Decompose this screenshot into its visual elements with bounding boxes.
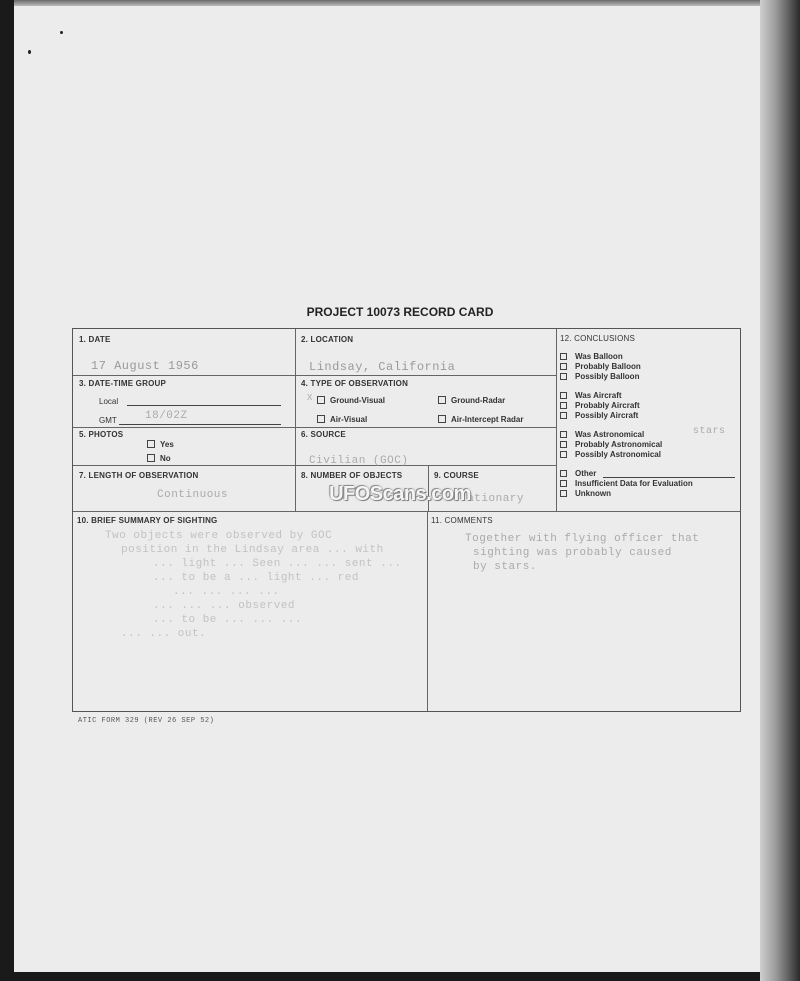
summary-line: position in the Lindsay area ... with [121,544,384,556]
stars-note: stars [693,426,726,437]
ground-radar-text: Ground-Radar [451,396,506,405]
probably-astronomical-option[interactable] [560,440,662,450]
checkbox[interactable] [560,353,567,360]
conclusion-text: Unknown [575,489,611,498]
ground-radar-option[interactable] [438,396,505,405]
air-intercept-text: Air-Intercept Radar [451,415,524,424]
ground-visual-text: Ground-Visual [330,396,385,405]
conclusion-text: Possibly Astronomical [575,450,661,459]
record-card [72,328,741,712]
checkbox[interactable] [560,363,567,370]
grid-divider [427,511,428,711]
conclusion-text: Probably Astronomical [575,440,663,449]
conclusion-text: Was Balloon [575,352,623,361]
other-option[interactable] [560,469,596,479]
checkbox[interactable] [560,392,567,399]
possibly-astronomical-option[interactable] [560,450,661,460]
photos-no-option[interactable] [147,454,171,463]
conclusion-text: Possibly Aircraft [575,411,639,420]
scan-speck [28,50,31,54]
possibly-balloon-option[interactable] [560,372,639,382]
record-card-title: PROJECT 10073 RECORD CARD [306,305,494,319]
comments-label: 11. COMMENTS [431,516,493,525]
num-objects-label: 8. NUMBER OF OBJECTS [301,471,403,480]
photos-yes-option[interactable] [147,440,174,449]
summary-line: ... to be a ... light ... red [153,572,359,584]
conclusion-text: Probably Balloon [575,362,641,371]
ground-visual-option[interactable] [317,396,385,405]
dtg-gmt-line [119,424,281,425]
comments-line: Together with flying officer that [465,533,700,545]
was-astronomical-option[interactable] [560,430,644,440]
watermark: UFOScans.com [329,483,471,505]
checkbox[interactable] [147,440,155,448]
air-visual-option[interactable] [317,415,367,424]
other-line [603,477,735,478]
summary-line: ... ... ... ... [173,586,280,598]
checkbox[interactable] [560,402,567,409]
summary-line: ... light ... Seen ... ... sent ... [153,558,402,570]
length-value: Continuous [157,489,229,501]
grid-divider [73,427,556,428]
checkbox[interactable] [560,373,567,380]
grid-divider [73,375,556,376]
was-balloon-option[interactable] [560,352,623,362]
photos-no-text: No [160,454,171,463]
conclusion-text: Probably Aircraft [575,401,640,410]
checkbox[interactable] [560,412,567,419]
date-value: 17 August 1956 [91,359,199,373]
comments-line: sighting was probably caused [473,547,672,559]
conclusion-text: Insufficient Data for Evaluation [575,479,693,488]
possibly-aircraft-option[interactable] [560,411,638,421]
length-label: 7. LENGTH OF OBSERVATION [79,471,199,480]
conclusion-text: Was Aircraft [575,391,622,400]
dtg-label: 3. DATE-TIME GROUP [79,379,167,388]
conclusion-text: Other [575,469,597,478]
checkbox[interactable] [317,415,325,423]
date-label: 1. DATE [79,335,111,344]
summary-line: ... ... out. [121,628,207,640]
checkbox[interactable] [560,451,567,458]
location-label: 2. LOCATION [301,335,354,344]
conclusion-text: Possibly Balloon [575,372,640,381]
conclusion-text: Was Astronomical [575,430,645,439]
checkbox[interactable] [438,396,446,404]
form-number: ATIC FORM 329 (REV 26 SEP 52) [78,717,215,725]
checkbox[interactable] [438,415,446,423]
conclusions-label: 12. CONCLUSIONS [560,334,636,343]
dtg-local-line [127,405,281,406]
air-visual-text: Air-Visual [330,415,368,424]
source-value: Civilian (GOC) [309,455,409,467]
summary-line: Two objects were observed by GOC [105,530,333,542]
scan-speck [60,31,63,34]
dtg-gmt-value: 18/02Z [145,410,188,422]
dtg-local-label: Local [99,397,119,406]
grid-divider [73,511,740,512]
dtg-gmt-label: GMT [99,416,117,425]
summary-label: 10. BRIEF SUMMARY OF SIGHTING [77,516,218,525]
summary-line: ... to be ... ... ... [153,614,303,626]
checkbox[interactable] [560,441,567,448]
location-value: Lindsay, California [309,360,456,374]
checkbox[interactable] [560,470,567,477]
course-label: 9. COURSE [434,471,479,480]
source-label: 6. SOURCE [301,430,346,439]
checkbox[interactable] [560,431,567,438]
course-value: Stationary [453,493,525,505]
was-aircraft-option[interactable] [560,391,622,401]
air-intercept-option[interactable] [438,415,523,424]
probably-aircraft-option[interactable] [560,401,640,411]
summary-line: ... ... ... observed [153,600,296,612]
comments-line: by stars. [473,561,537,573]
type-check-mark: X [307,393,313,403]
probably-balloon-option[interactable] [560,362,641,372]
type-label: 4. TYPE OF OBSERVATION [301,379,409,388]
checkbox[interactable] [147,454,155,462]
photos-label: 5. PHOTOS [79,430,124,439]
checkbox[interactable] [317,396,325,404]
photos-yes-text: Yes [160,440,174,449]
